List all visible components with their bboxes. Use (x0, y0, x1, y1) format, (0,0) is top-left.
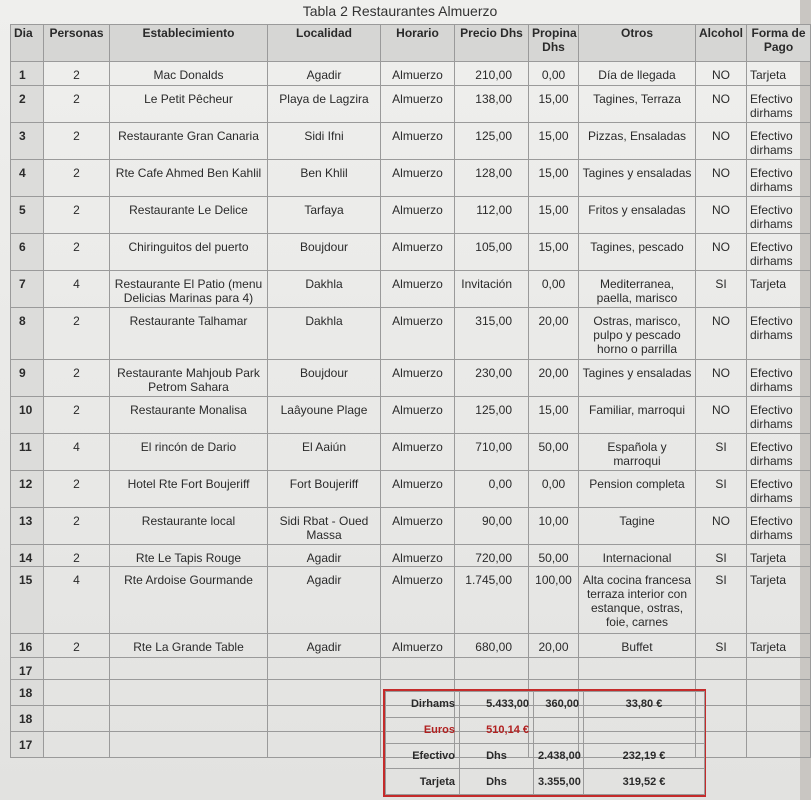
cell-localidad[interactable]: El Aaiún (268, 434, 381, 471)
cell-localidad[interactable] (268, 680, 381, 706)
cell-establecimiento[interactable]: Le Petit Pêcheur (110, 86, 268, 123)
table-row (11, 360, 811, 397)
cell-dia[interactable]: 17 (11, 732, 44, 758)
cell-localidad[interactable]: Sidi Ifni (268, 123, 381, 160)
cell-horario[interactable]: Almuerzo (381, 308, 455, 360)
cell-precio[interactable]: 720,00 (455, 545, 529, 567)
summary-label[interactable]: Efectivo (386, 743, 460, 769)
cell-propina[interactable]: 20,00 (529, 308, 579, 360)
cell-propina[interactable]: 0,00 (529, 62, 579, 86)
table-row (11, 160, 811, 197)
cell-dia[interactable]: 9 (11, 360, 44, 397)
summary-row-dirhams (386, 692, 705, 718)
summary-cell[interactable]: Dhs (460, 769, 534, 795)
table-row (11, 471, 811, 508)
cell-horario[interactable]: Almuerzo (381, 197, 455, 234)
cell-precio[interactable]: 105,00 (455, 234, 529, 271)
cell-dia[interactable]: 10 (11, 397, 44, 434)
cell-personas[interactable]: 4 (44, 567, 110, 634)
cell-horario[interactable]: Almuerzo (381, 471, 455, 508)
cell-pago[interactable]: Tarjeta (747, 62, 811, 86)
cell-localidad[interactable]: Agadir (268, 634, 381, 658)
cell-propina[interactable]: 15,00 (529, 86, 579, 123)
cell-localidad[interactable]: Ben Khlil (268, 160, 381, 197)
summary-cell[interactable]: 319,52 € (584, 769, 705, 795)
cell-propina[interactable]: 0,00 (529, 271, 579, 308)
summary-row-efectivo (386, 743, 705, 769)
cell-alcohol[interactable]: NO (696, 123, 747, 160)
cell-localidad[interactable] (268, 706, 381, 732)
cell-propina[interactable]: 50,00 (529, 545, 579, 567)
summary-cell[interactable]: 2.438,00 (534, 743, 584, 769)
cell-otros[interactable]: Familiar, marroqui (579, 397, 696, 434)
cell-localidad[interactable]: Dakhla (268, 271, 381, 308)
cell-alcohol[interactable]: SI (696, 434, 747, 471)
cell-establecimiento[interactable]: Rte Le Tapis Rouge (110, 545, 268, 567)
cell-alcohol[interactable]: NO (696, 308, 747, 360)
summary-label[interactable]: Tarjeta (386, 769, 460, 795)
cell-dia[interactable]: 15 (11, 567, 44, 634)
cell-precio[interactable]: 1.745,00 (455, 567, 529, 634)
cell-alcohol[interactable]: NO (696, 62, 747, 86)
cell-pago[interactable]: Tarjeta (747, 545, 811, 567)
cell-personas[interactable]: 2 (44, 160, 110, 197)
cell-otros[interactable]: Tagines y ensaladas (579, 360, 696, 397)
cell-establecimiento[interactable]: Restaurante Mahjoub Park Petrom Sahara (110, 360, 268, 397)
cell-personas[interactable] (44, 658, 110, 680)
summary-row-tarjeta (386, 769, 705, 795)
cell-personas[interactable] (44, 732, 110, 758)
summary-cell[interactable]: 33,80 € (584, 692, 705, 718)
cell-propina[interactable]: 20,00 (529, 634, 579, 658)
cell-personas[interactable]: 4 (44, 271, 110, 308)
cell-otros[interactable]: Pension completa (579, 471, 696, 508)
cell-propina[interactable]: 20,00 (529, 360, 579, 397)
cell-propina[interactable] (529, 658, 579, 680)
cell-precio[interactable]: 90,00 (455, 508, 529, 545)
cell-dia[interactable]: 2 (11, 86, 44, 123)
cell-dia[interactable]: 16 (11, 634, 44, 658)
header-pago[interactable]: Forma de Pago (747, 25, 811, 62)
cell-localidad[interactable]: Sidi Rbat - Oued Massa (268, 508, 381, 545)
summary-row-euros (386, 717, 705, 743)
cell-personas[interactable]: 2 (44, 471, 110, 508)
cell-personas[interactable]: 2 (44, 308, 110, 360)
cell-horario[interactable]: Almuerzo (381, 123, 455, 160)
cell-localidad[interactable]: Agadir (268, 62, 381, 86)
cell-horario[interactable]: Almuerzo (381, 567, 455, 634)
cell-otros[interactable]: Buffet (579, 634, 696, 658)
table-row (11, 86, 811, 123)
cell-pago[interactable]: Efectivo dirhams (747, 508, 811, 545)
cell-personas[interactable]: 2 (44, 123, 110, 160)
cell-horario[interactable]: Almuerzo (381, 360, 455, 397)
cell-precio[interactable]: 125,00 (455, 123, 529, 160)
cell-localidad[interactable]: Laâyoune Plage (268, 397, 381, 434)
cell-establecimiento[interactable]: Restaurante Talhamar (110, 308, 268, 360)
cell-pago[interactable] (747, 658, 811, 680)
cell-establecimiento[interactable]: Restaurante Le Delice (110, 197, 268, 234)
table-row (11, 634, 811, 658)
cell-precio[interactable] (455, 658, 529, 680)
cell-dia[interactable]: 5 (11, 197, 44, 234)
cell-precio[interactable]: 0,00 (455, 471, 529, 508)
cell-personas[interactable]: 2 (44, 234, 110, 271)
cell-pago[interactable]: Efectivo dirhams (747, 123, 811, 160)
cell-precio[interactable]: 315,00 (455, 308, 529, 360)
sheet-title: Tabla 2 Restaurantes Almuerzo (302, 3, 498, 19)
cell-personas[interactable]: 2 (44, 397, 110, 434)
header-propina[interactable]: Propina Dhs (529, 25, 579, 62)
cell-establecimiento[interactable]: Rte La Grande Table (110, 634, 268, 658)
header-dia[interactable]: Dia (11, 25, 44, 62)
cell-localidad[interactable]: Agadir (268, 567, 381, 634)
cell-pago[interactable]: Tarjeta (747, 634, 811, 658)
summary-cell[interactable]: 232,19 € (584, 743, 705, 769)
cell-dia[interactable]: 13 (11, 508, 44, 545)
cell-localidad[interactable]: Tarfaya (268, 197, 381, 234)
cell-otros[interactable]: Tagines, Terraza (579, 86, 696, 123)
cell-horario[interactable]: Almuerzo (381, 397, 455, 434)
cell-localidad[interactable]: Playa de Lagzira (268, 86, 381, 123)
cell-pago[interactable]: Efectivo dirhams (747, 86, 811, 123)
cell-horario[interactable] (381, 658, 455, 680)
cell-precio[interactable]: 112,00 (455, 197, 529, 234)
cell-alcohol[interactable]: NO (696, 160, 747, 197)
cell-otros[interactable]: Mediterranea, paella, marisco (579, 271, 696, 308)
cell-establecimiento[interactable] (110, 706, 268, 732)
cell-dia[interactable]: 18 (11, 706, 44, 732)
summary-box (383, 689, 706, 797)
header-localidad[interactable]: Localidad (268, 25, 381, 62)
cell-alcohol[interactable]: NO (696, 397, 747, 434)
cell-dia[interactable]: 7 (11, 271, 44, 308)
table-row (11, 567, 811, 634)
cell-dia[interactable]: 8 (11, 308, 44, 360)
cell-establecimiento[interactable]: Restaurante El Patio (menu Delicias Marinas para 4) (110, 271, 268, 308)
summary-cell[interactable] (584, 717, 705, 743)
cell-establecimiento[interactable]: Restaurante Gran Canaria (110, 123, 268, 160)
cell-pago[interactable] (747, 706, 811, 732)
cell-localidad[interactable]: Boujdour (268, 234, 381, 271)
cell-personas[interactable]: 2 (44, 508, 110, 545)
summary-cell[interactable]: Dhs (460, 743, 534, 769)
cell-otros[interactable]: Internacional (579, 545, 696, 567)
cell-precio[interactable]: 125,00 (455, 397, 529, 434)
cell-establecimiento[interactable]: Rte Ardoise Gourmande (110, 567, 268, 634)
cell-precio[interactable]: 128,00 (455, 160, 529, 197)
cell-dia[interactable]: 18 (11, 680, 44, 706)
cell-alcohol[interactable]: NO (696, 197, 747, 234)
cell-establecimiento[interactable]: Restaurante Monalisa (110, 397, 268, 434)
cell-otros[interactable]: Tagine (579, 508, 696, 545)
restaurants-table (10, 24, 811, 758)
cell-localidad[interactable] (268, 732, 381, 758)
cell-pago[interactable]: Efectivo dirhams (747, 397, 811, 434)
cell-establecimiento[interactable]: El rincón de Dario (110, 434, 268, 471)
cell-precio[interactable]: 680,00 (455, 634, 529, 658)
table-row (11, 397, 811, 434)
table-row (11, 197, 811, 234)
table-row (11, 234, 811, 271)
cell-pago[interactable]: Efectivo dirhams (747, 234, 811, 271)
cell-precio[interactable]: Invitación (455, 271, 529, 308)
cell-pago[interactable]: Efectivo dirhams (747, 160, 811, 197)
cell-propina[interactable]: 0,00 (529, 471, 579, 508)
cell-propina[interactable]: 15,00 (529, 160, 579, 197)
header-row (11, 25, 811, 62)
cell-pago[interactable]: Efectivo dirhams (747, 308, 811, 360)
cell-pago[interactable]: Efectivo dirhams (747, 360, 811, 397)
cell-propina[interactable]: 10,00 (529, 508, 579, 545)
header-horario[interactable]: Horario (381, 25, 455, 62)
cell-otros[interactable]: Pizzas, Ensaladas (579, 123, 696, 160)
cell-otros[interactable]: Española y marroqui (579, 434, 696, 471)
table-row (11, 658, 811, 680)
cell-precio[interactable]: 138,00 (455, 86, 529, 123)
cell-personas[interactable]: 2 (44, 634, 110, 658)
cell-otros[interactable]: Ostras, marisco, pulpo y pescado horno o parrilla (579, 308, 696, 360)
cell-dia[interactable]: 11 (11, 434, 44, 471)
cell-horario[interactable]: Almuerzo (381, 271, 455, 308)
cell-establecimiento[interactable]: Hotel Rte Fort Boujeriff (110, 471, 268, 508)
summary-cell[interactable]: 360,00 (534, 692, 584, 718)
cell-dia[interactable]: 3 (11, 123, 44, 160)
header-alcohol[interactable]: Alcohol (696, 25, 747, 62)
summary-cell[interactable]: 510,14 € (460, 717, 534, 743)
summary-cell[interactable]: 5.433,00 (460, 692, 534, 718)
cell-dia[interactable]: 17 (11, 658, 44, 680)
cell-personas[interactable]: 2 (44, 197, 110, 234)
cell-propina[interactable]: 15,00 (529, 234, 579, 271)
cell-horario[interactable]: Almuerzo (381, 508, 455, 545)
cell-pago[interactable]: Efectivo dirhams (747, 471, 811, 508)
cell-pago[interactable]: Efectivo dirhams (747, 197, 811, 234)
cell-establecimiento[interactable]: Rte Cafe Ahmed Ben Kahlil (110, 160, 268, 197)
table-row (11, 308, 811, 360)
header-precio[interactable]: Precio Dhs (455, 25, 529, 62)
cell-dia[interactable]: 14 (11, 545, 44, 567)
table-row (11, 434, 811, 471)
cell-horario[interactable]: Almuerzo (381, 434, 455, 471)
cell-establecimiento[interactable] (110, 658, 268, 680)
cell-horario[interactable]: Almuerzo (381, 234, 455, 271)
cell-personas[interactable]: 4 (44, 434, 110, 471)
cell-alcohol[interactable]: SI (696, 471, 747, 508)
header-otros[interactable]: Otros (579, 25, 696, 62)
table-row (11, 545, 811, 567)
summary-cell[interactable] (534, 717, 584, 743)
summary-label[interactable]: Dirhams (386, 692, 460, 718)
cell-establecimiento[interactable] (110, 732, 268, 758)
cell-personas[interactable]: 2 (44, 86, 110, 123)
cell-otros[interactable]: Tagines y ensaladas (579, 160, 696, 197)
header-establecimiento[interactable]: Establecimiento (110, 25, 268, 62)
table-row (11, 508, 811, 545)
cell-otros[interactable]: Alta cocina francesa terraza interior con estanque, ostras, foie, carnes (579, 567, 696, 634)
cell-localidad[interactable]: Boujdour (268, 360, 381, 397)
cell-dia[interactable]: 4 (11, 160, 44, 197)
cell-personas[interactable] (44, 706, 110, 732)
cell-localidad[interactable] (268, 658, 381, 680)
table-row (11, 62, 811, 86)
cell-horario[interactable]: Almuerzo (381, 62, 455, 86)
cell-precio[interactable]: 710,00 (455, 434, 529, 471)
cell-dia[interactable]: 1 (11, 62, 44, 86)
cell-precio[interactable]: 210,00 (455, 62, 529, 86)
cell-pago[interactable]: Tarjeta (747, 567, 811, 634)
cell-otros[interactable]: Tagines, pescado (579, 234, 696, 271)
cell-personas[interactable]: 2 (44, 62, 110, 86)
cell-pago[interactable] (747, 732, 811, 758)
table-row (11, 271, 811, 308)
cell-horario[interactable]: Almuerzo (381, 86, 455, 123)
cell-establecimiento[interactable]: Mac Donalds (110, 62, 268, 86)
cell-establecimiento[interactable] (110, 680, 268, 706)
cell-propina[interactable]: 15,00 (529, 397, 579, 434)
cell-otros[interactable] (579, 658, 696, 680)
cell-pago[interactable] (747, 680, 811, 706)
cell-propina[interactable]: 15,00 (529, 123, 579, 160)
cell-propina[interactable]: 100,00 (529, 567, 579, 634)
cell-localidad[interactable]: Fort Boujeriff (268, 471, 381, 508)
cell-alcohol[interactable]: NO (696, 360, 747, 397)
cell-alcohol[interactable]: SI (696, 545, 747, 567)
cell-alcohol[interactable]: NO (696, 508, 747, 545)
cell-personas[interactable]: 2 (44, 545, 110, 567)
summary-label[interactable]: Euros (386, 717, 460, 743)
cell-horario[interactable]: Almuerzo (381, 634, 455, 658)
cell-propina[interactable]: 15,00 (529, 197, 579, 234)
cell-personas[interactable]: 2 (44, 360, 110, 397)
cell-dia[interactable]: 6 (11, 234, 44, 271)
summary-cell[interactable]: 3.355,00 (534, 769, 584, 795)
cell-propina[interactable]: 50,00 (529, 434, 579, 471)
cell-alcohol[interactable] (696, 658, 747, 680)
cell-localidad[interactable]: Agadir (268, 545, 381, 567)
cell-alcohol[interactable]: SI (696, 634, 747, 658)
header-personas[interactable]: Personas (44, 25, 110, 62)
cell-otros[interactable]: Día de llegada (579, 62, 696, 86)
cell-alcohol[interactable]: SI (696, 271, 747, 308)
cell-establecimiento[interactable]: Restaurante local (110, 508, 268, 545)
cell-alcohol[interactable]: SI (696, 567, 747, 634)
table-row (11, 123, 811, 160)
cell-personas[interactable] (44, 680, 110, 706)
cell-otros[interactable]: Fritos y ensaladas (579, 197, 696, 234)
cell-pago[interactable]: Tarjeta (747, 271, 811, 308)
cell-horario[interactable]: Almuerzo (381, 160, 455, 197)
cell-precio[interactable]: 230,00 (455, 360, 529, 397)
cell-pago[interactable]: Efectivo dirhams (747, 434, 811, 471)
cell-alcohol[interactable]: NO (696, 234, 747, 271)
cell-dia[interactable]: 12 (11, 471, 44, 508)
cell-horario[interactable]: Almuerzo (381, 545, 455, 567)
cell-alcohol[interactable]: NO (696, 86, 747, 123)
cell-establecimiento[interactable]: Chiringuitos del puerto (110, 234, 268, 271)
cell-localidad[interactable]: Dakhla (268, 308, 381, 360)
